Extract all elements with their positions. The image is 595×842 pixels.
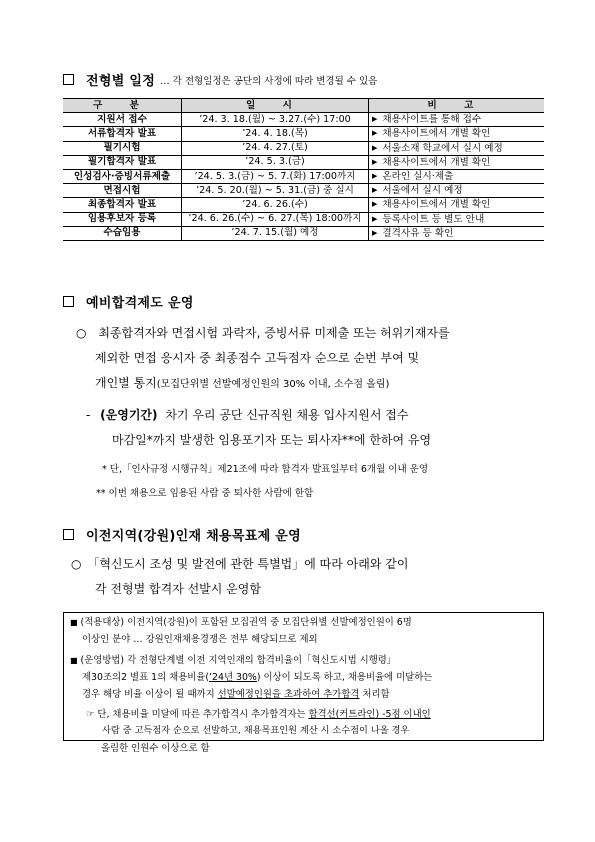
info-box — [63, 612, 544, 741]
section-reserve-heading — [63, 292, 194, 311]
table-header: 구 분 — [63, 99, 182, 113]
arrow-bullet-icon: ▶ — [372, 200, 378, 209]
paragraph-line — [76, 322, 450, 344]
paragraph-text: 각 전형별 합격자 선발시 운영함 — [95, 582, 261, 596]
box-line — [86, 709, 431, 721]
box-text: 사람 중 고득점자 순으로 선발하고, 채용목표인원 계산 시 소수점이 나올 경우 — [102, 725, 410, 736]
table-cell: 수습임용 — [63, 226, 182, 240]
table-cell: ’24. 5. 3.(금) — [182, 155, 369, 169]
table-cell — [369, 226, 545, 240]
section-schedule-heading — [63, 70, 377, 89]
table-row — [63, 127, 544, 141]
schedule-table — [63, 98, 544, 241]
paragraph-line — [71, 553, 408, 575]
box-text-underlined: 합격선(커트라인) -5점 이내인 — [308, 709, 431, 720]
pointing-hand-icon: ☞ — [86, 709, 95, 720]
section-title: 이전지역(강원)인재 채용목표제 운영 — [86, 529, 302, 544]
table-row — [63, 113, 544, 127]
table-cell-text: 채용사이트에서 개별 확인 — [382, 199, 491, 211]
square-bullet-icon: ■ — [70, 618, 78, 627]
table-cell: 필기합격자 발표 — [63, 155, 182, 169]
box-text: 제30조의2 별표 1의 채용비율( — [82, 672, 210, 683]
table-cell — [369, 155, 545, 169]
box-text: ) 이상이 되도록 하고, 채용비율에 미달하는 — [256, 672, 433, 683]
box-text: 경우 해당 비율 이상이 될 때까지 — [82, 689, 218, 700]
table-cell — [369, 141, 545, 155]
footnote: ** 이번 채용으로 임용된 사람 중 퇴사한 사람에 한함 — [96, 488, 314, 499]
table-cell — [369, 113, 545, 127]
section-title: 전형별 일정 — [86, 74, 156, 89]
paragraph-text: 최종합격자와 면접시험 과락자, 증빙서류 미제출 또는 허위기재자를 — [98, 326, 450, 340]
section-local-talent-heading — [63, 525, 301, 544]
paragraph-line — [86, 404, 408, 426]
square-bullet-icon: ■ — [70, 656, 78, 665]
circle-bullet: ○ — [76, 326, 87, 340]
table-cell-text: 결격사유 등 확인 — [382, 227, 454, 239]
box-text: (운영방법) 각 전형단계별 이전 지역인재의 합격비율이「혁신도시법 시행령」 — [80, 655, 397, 666]
checkbox-square-icon — [63, 74, 74, 85]
table-cell: ’24. 7. 15.(월) 예정 — [182, 226, 369, 240]
table-cell: 서류합격자 발표 — [63, 127, 182, 141]
table-row — [63, 184, 544, 198]
paragraph-text: 마감일*까지 발생한 임용포기자 또는 퇴사자**에 한하여 유영 — [112, 433, 432, 447]
box-text: 단, 채용비율 미달에 따른 추가합격시 추가합격자는 — [97, 709, 309, 720]
paragraph-line — [95, 372, 389, 396]
table-row — [63, 155, 544, 169]
table-row — [63, 141, 544, 155]
paragraph-text: 개인별 통지 — [95, 376, 157, 390]
table-cell: ’24. 4. 27.(토) — [182, 141, 369, 155]
table-cell: ’24. 5. 3.(금) ~ 5. 7.(화) 17:00까지 — [182, 169, 369, 183]
subsection-label: (운영기간) — [100, 408, 158, 422]
arrow-bullet-icon: ▶ — [372, 228, 378, 237]
table-cell — [369, 212, 545, 226]
box-line — [82, 672, 432, 684]
arrow-bullet-icon: ▶ — [372, 129, 378, 138]
table-cell-text: 서울소재 학교에서 실시 예정 — [382, 142, 503, 154]
section-note: … 각 전형일정은 공단의 사정에 따라 변경될 수 있음 — [160, 75, 378, 87]
box-text: 이상인 분야 … 강원인재채용경쟁은 전부 해당되므로 제외 — [82, 634, 318, 645]
box-text: (적용대상) 이전지역(강원)이 포함된 모집권역 중 모집단위별 선발예정인원이 6명 — [80, 617, 412, 628]
section-title: 예비합격제도 운영 — [86, 296, 194, 311]
checkbox-square-icon — [63, 296, 74, 307]
table-cell: 지원서 접수 — [63, 113, 182, 127]
paragraph-text: 「혁신도시 조성 및 발전에 관한 특별법」에 따라 아래와 같이 — [87, 557, 409, 571]
arrow-bullet-icon: ▶ — [372, 214, 378, 223]
paragraph-note: (모집단위별 선발예정인원의 30% 이내, 소수점 올림) — [156, 379, 390, 390]
footnote: * 단,「인사규정 시행규칙」제21조에 따라 합격자 발표일부터 6개월 이내 운영 — [102, 464, 429, 475]
arrow-bullet-icon: ▶ — [372, 172, 378, 181]
table-cell-text: 채용사이트를 통해 접수 — [382, 114, 482, 126]
box-line — [70, 655, 396, 667]
table-cell — [369, 184, 545, 198]
table-row — [63, 169, 544, 183]
table-cell — [369, 127, 545, 141]
table-cell — [369, 198, 545, 212]
table-cell: 인성검사·증빙서류제출 — [63, 169, 182, 183]
table-header-row — [63, 99, 544, 113]
table-cell-text: 서울에서 실시 예정 — [382, 185, 463, 197]
table-cell: 면접시험 — [63, 184, 182, 198]
table-row — [63, 226, 544, 240]
arrow-bullet-icon: ▶ — [372, 143, 378, 152]
box-text: 처리함 — [359, 689, 390, 700]
table-header: 일 시 — [182, 99, 369, 113]
table-cell-text: 등록사이트 등 별도 안내 — [382, 213, 485, 225]
arrow-bullet-icon: ▶ — [372, 115, 378, 124]
table-cell: ’24. 6. 26.(수) — [182, 198, 369, 212]
table-cell-text: 온라인 실시·제출 — [382, 171, 454, 183]
table-cell: 최종합격자 발표 — [63, 198, 182, 212]
table-row — [63, 212, 544, 226]
arrow-bullet-icon: ▶ — [372, 157, 378, 166]
table-cell: ’24. 6. 26.(수) ~ 6. 27.(목) 18:00까지 — [182, 212, 369, 226]
table-cell-text: 채용사이트에서 개별 확인 — [382, 156, 491, 168]
table-header: 비 고 — [369, 99, 545, 113]
box-text: 올림한 인원수 이상으로 함 — [101, 743, 210, 754]
dash-bullet: - — [86, 408, 91, 422]
table-cell: ’24. 4. 18.(목) — [182, 127, 369, 141]
table-cell-text: 채용사이트에서 개별 확인 — [382, 128, 491, 140]
box-text-underlined: 선발예정인원을 초과하여 추가합격 — [217, 689, 360, 700]
table-cell — [369, 169, 545, 183]
checkbox-square-icon — [63, 529, 74, 540]
arrow-bullet-icon: ▶ — [372, 186, 378, 195]
table-cell: ’24. 3. 18.(월) ~ 3.27.(수) 17:00 — [182, 113, 369, 127]
box-line — [82, 689, 390, 701]
box-line — [70, 617, 412, 629]
table-cell: 필기시험 — [63, 141, 182, 155]
paragraph-text: 제외한 면접 응시자 중 최종점수 고득점자 순으로 순번 부여 및 — [95, 351, 420, 365]
paragraph-text: 차기 우리 공단 신규직원 채용 입사지원서 접수 — [165, 408, 409, 422]
table-cell: 임용후보자 등록 — [63, 212, 182, 226]
circle-bullet: ○ — [71, 557, 82, 571]
table-cell: ’24. 5. 20.(월) ~ 5. 31.(금) 중 실시 — [182, 184, 369, 198]
box-text-underlined: ’24년 30% — [209, 672, 257, 683]
table-row — [63, 198, 544, 212]
